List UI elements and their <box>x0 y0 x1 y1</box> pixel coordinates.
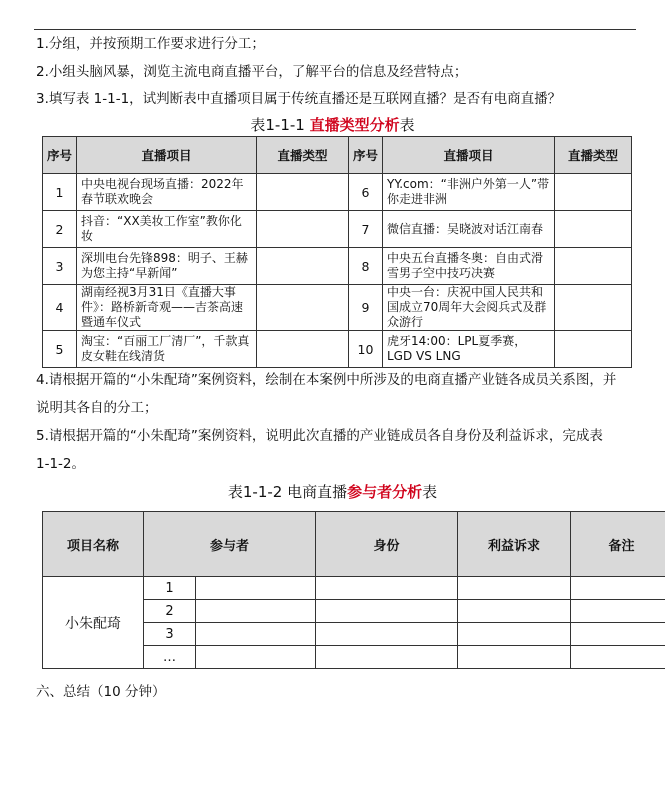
header-index-2: 序号 <box>349 137 383 174</box>
row-project: 深圳电台先锋898：明子、王赫为您主持“早新闻” <box>77 248 257 285</box>
row-type-cell[interactable] <box>555 248 632 285</box>
row-type-cell[interactable] <box>257 331 349 368</box>
remark-cell[interactable] <box>571 600 665 623</box>
table2-caption-prefix: 表1-1-2 电商直播 <box>227 483 348 501</box>
row-index: 1 <box>144 577 196 600</box>
participant-cell[interactable] <box>196 600 316 623</box>
row-type-cell[interactable] <box>257 285 349 331</box>
row-project: 中央五台直播冬奥：自由式滑雪男子空中技巧决赛 <box>383 248 555 285</box>
task-4-line-1: 4.请根据开篇的“小朱配琦”案例资料，绘制在本案例中所涉及的电商直播产业链各成员关系图，并 <box>36 372 617 388</box>
row-type-cell[interactable] <box>555 211 632 248</box>
table-row <box>43 577 665 600</box>
task-4-line-2: 说明其各自的分工； <box>36 400 158 416</box>
interest-cell[interactable] <box>458 600 571 623</box>
row-index: 5 <box>43 331 77 368</box>
table2-caption-highlight: 参与者分析 <box>347 483 423 501</box>
participant-cell[interactable] <box>196 646 316 669</box>
row-project: YY.com：“非洲户外第一人”带你走进非洲 <box>383 174 555 211</box>
header-rule <box>34 29 636 30</box>
row-type-cell[interactable] <box>257 174 349 211</box>
row-index: 4 <box>43 285 77 331</box>
task-5-line-1: 5.请根据开篇的“小朱配琦”案例资料，说明此次直播的产业链成员各自身份及利益诉求，完成表 <box>36 428 603 444</box>
row-project: 抖音：“XX美妆工作室”教你化妆 <box>77 211 257 248</box>
table1-header-row <box>43 137 632 174</box>
participant-table <box>42 511 665 669</box>
table-row <box>43 248 632 285</box>
row-type-cell[interactable] <box>257 211 349 248</box>
table2-header-row <box>43 512 665 577</box>
table1-caption-suffix: 表 <box>399 116 415 134</box>
identity-cell[interactable] <box>316 577 458 600</box>
task-3: 3.填写表 1-1-1，试判断表中直播项目属于传统直播还是互联网直播？是否有电商直播？ <box>36 91 562 107</box>
row-project: 虎牙14:00：LPL夏季赛，LGD VS LNG <box>383 331 555 368</box>
row-project: 淘宝：“百丽工厂清厂”，千款真皮女鞋在线清货 <box>77 331 257 368</box>
header-remark: 备注 <box>571 512 665 577</box>
row-index: … <box>144 646 196 669</box>
remark-cell[interactable] <box>571 623 665 646</box>
header-project-2: 直播项目 <box>383 137 555 174</box>
row-index: 9 <box>349 285 383 331</box>
identity-cell[interactable] <box>316 623 458 646</box>
row-project: 中央电视台现场直播：2022年春节联欢晚会 <box>77 174 257 211</box>
task-1: 1.分组，并按预期工作要求进行分工； <box>36 36 265 52</box>
row-type-cell[interactable] <box>257 248 349 285</box>
header-project-name: 项目名称 <box>43 512 144 577</box>
live-type-table <box>42 136 632 368</box>
row-index: 1 <box>43 174 77 211</box>
remark-cell[interactable] <box>571 646 665 669</box>
identity-cell[interactable] <box>316 600 458 623</box>
header-type: 直播类型 <box>257 137 349 174</box>
table-row <box>43 331 632 368</box>
interest-cell[interactable] <box>458 623 571 646</box>
table1-caption-highlight: 直播类型分析 <box>309 116 400 134</box>
table1-caption-prefix: 表1-1-1 <box>250 116 310 134</box>
row-index: 6 <box>349 174 383 211</box>
row-project: 湖南经视3月31日《直播大事件》：路桥新奇观——吉茶高速暨通车仪式 <box>77 285 257 331</box>
row-type-cell[interactable] <box>555 285 632 331</box>
project-name-cell: 小朱配琦 <box>43 577 144 669</box>
header-project: 直播项目 <box>77 137 257 174</box>
table1-caption <box>0 114 665 135</box>
table-row <box>43 285 632 331</box>
row-type-cell[interactable] <box>555 331 632 368</box>
header-identity: 身份 <box>316 512 458 577</box>
table-row <box>43 174 632 211</box>
row-index: 3 <box>144 623 196 646</box>
row-index: 7 <box>349 211 383 248</box>
row-index: 10 <box>349 331 383 368</box>
table2-caption-suffix: 表 <box>422 483 438 501</box>
header-type-2: 直播类型 <box>555 137 632 174</box>
interest-cell[interactable] <box>458 646 571 669</box>
row-type-cell[interactable] <box>555 174 632 211</box>
header-interest: 利益诉求 <box>458 512 571 577</box>
header-participant: 参与者 <box>144 512 316 577</box>
summary-heading: 六、总结（10 分钟） <box>36 684 166 700</box>
row-project: 微信直播：吴晓波对话江南春 <box>383 211 555 248</box>
task-2: 2.小组头脑风暴，浏览主流电商直播平台，了解平台的信息及经营特点； <box>36 64 468 80</box>
row-project: 中央一台：庆祝中国人民共和国成立70周年大会阅兵式及群众游行 <box>383 285 555 331</box>
row-index: 2 <box>144 600 196 623</box>
header-index: 序号 <box>43 137 77 174</box>
participant-cell[interactable] <box>196 623 316 646</box>
row-index: 8 <box>349 248 383 285</box>
task-5-line-2: 1-1-2。 <box>36 456 86 472</box>
interest-cell[interactable] <box>458 577 571 600</box>
participant-cell[interactable] <box>196 577 316 600</box>
identity-cell[interactable] <box>316 646 458 669</box>
remark-cell[interactable] <box>571 577 665 600</box>
row-index: 2 <box>43 211 77 248</box>
row-index: 3 <box>43 248 77 285</box>
table-row <box>43 211 632 248</box>
table2-caption <box>0 481 665 502</box>
